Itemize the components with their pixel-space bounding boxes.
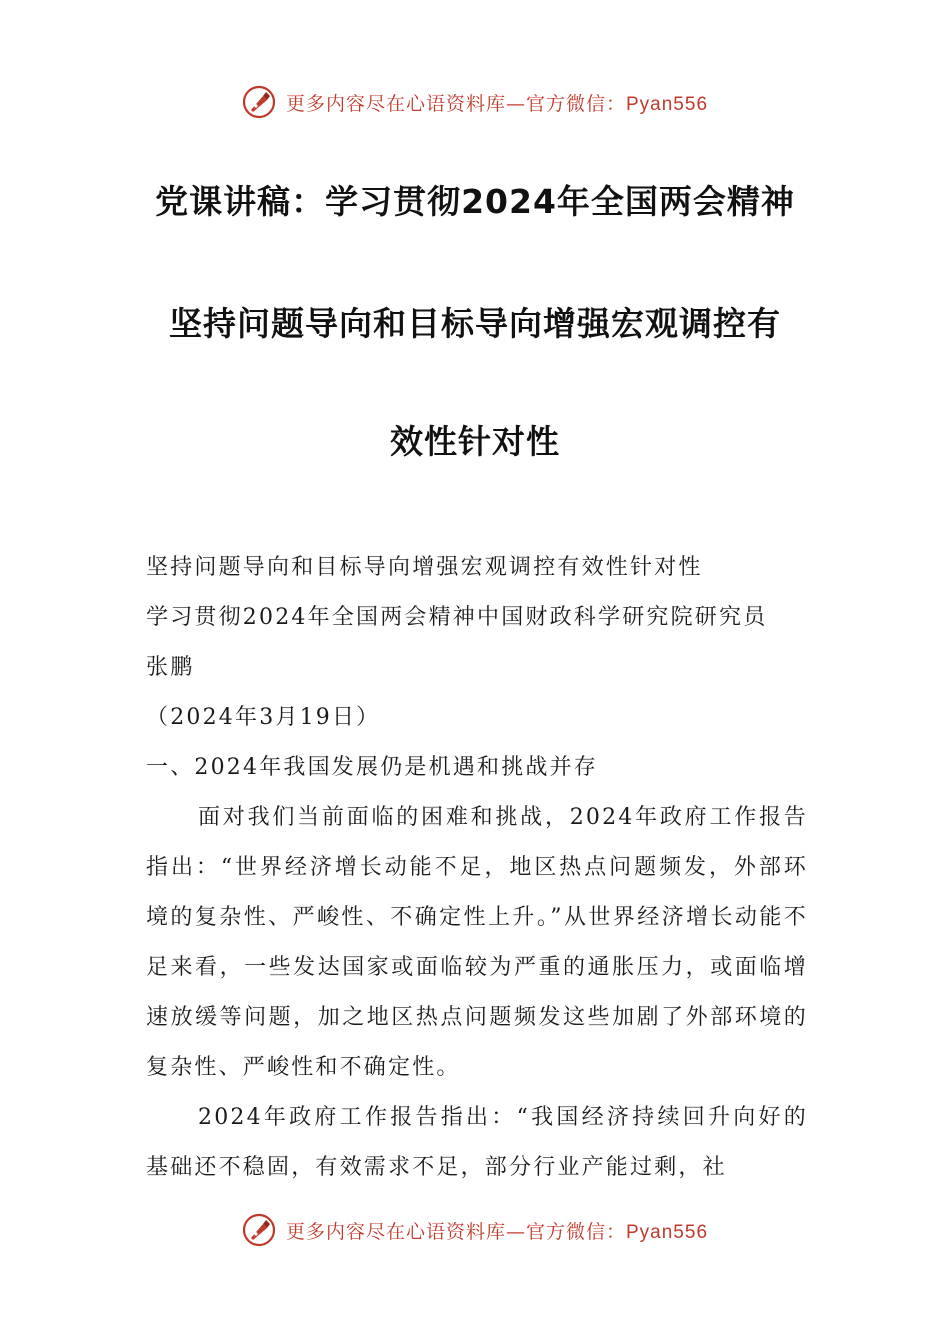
watermark-banner-top xyxy=(0,80,950,124)
article-meta xyxy=(146,543,808,793)
title-line-1: 党课讲稿：学习贯彻2024年全国两会精神 xyxy=(155,182,795,221)
title-line-3: 效性针对性 xyxy=(390,422,560,461)
paragraph-2: 2024年政府工作报告指出：“我国经济持续回升向好的基础还不稳固，有效需求不足，部分行业产能过剩，社 xyxy=(146,1105,808,1180)
pen-nib-logo-icon xyxy=(242,85,276,119)
subtitle: 坚持问题导向和目标导向增强宏观调控有效性针对性 xyxy=(146,555,703,580)
watermark-handle: Pyan556 xyxy=(626,1221,709,1243)
paragraph-1: 面对我们当前面临的困难和挑战，2024年政府工作报告指出：“世界经济增长动能不足，地区热点问题频发，外部环境的复杂性、严峻性、不确定性上升。”从世界经济增长动能不足来看，一些发达国家或面临较为严重的通胀压力，或面临增速放缓等问题，加之地区热点问题频发这些加剧了外部环境的复杂性、严峻性和不确定性。 xyxy=(146,805,808,1080)
watermark-banner-bottom xyxy=(0,1208,950,1252)
date: （2024年3月19日） xyxy=(146,705,381,730)
author: 张鹏 xyxy=(146,655,195,680)
section-heading: 一、2024年我国发展仍是机遇和挑战并存 xyxy=(146,755,598,780)
watermark-text: 更多内容尽在心语资料库—官方微信： xyxy=(285,1220,626,1243)
watermark-text: 更多内容尽在心语资料库—官方微信： xyxy=(285,92,626,115)
title-line-2: 坚持问题导向和目标导向增强宏观调控有 xyxy=(169,304,781,343)
pen-nib-logo-icon xyxy=(242,1213,276,1247)
watermark-handle: Pyan556 xyxy=(626,93,709,115)
source-line: 学习贯彻2024年全国两会精神中国财政科学研究院研究员 xyxy=(146,605,768,630)
